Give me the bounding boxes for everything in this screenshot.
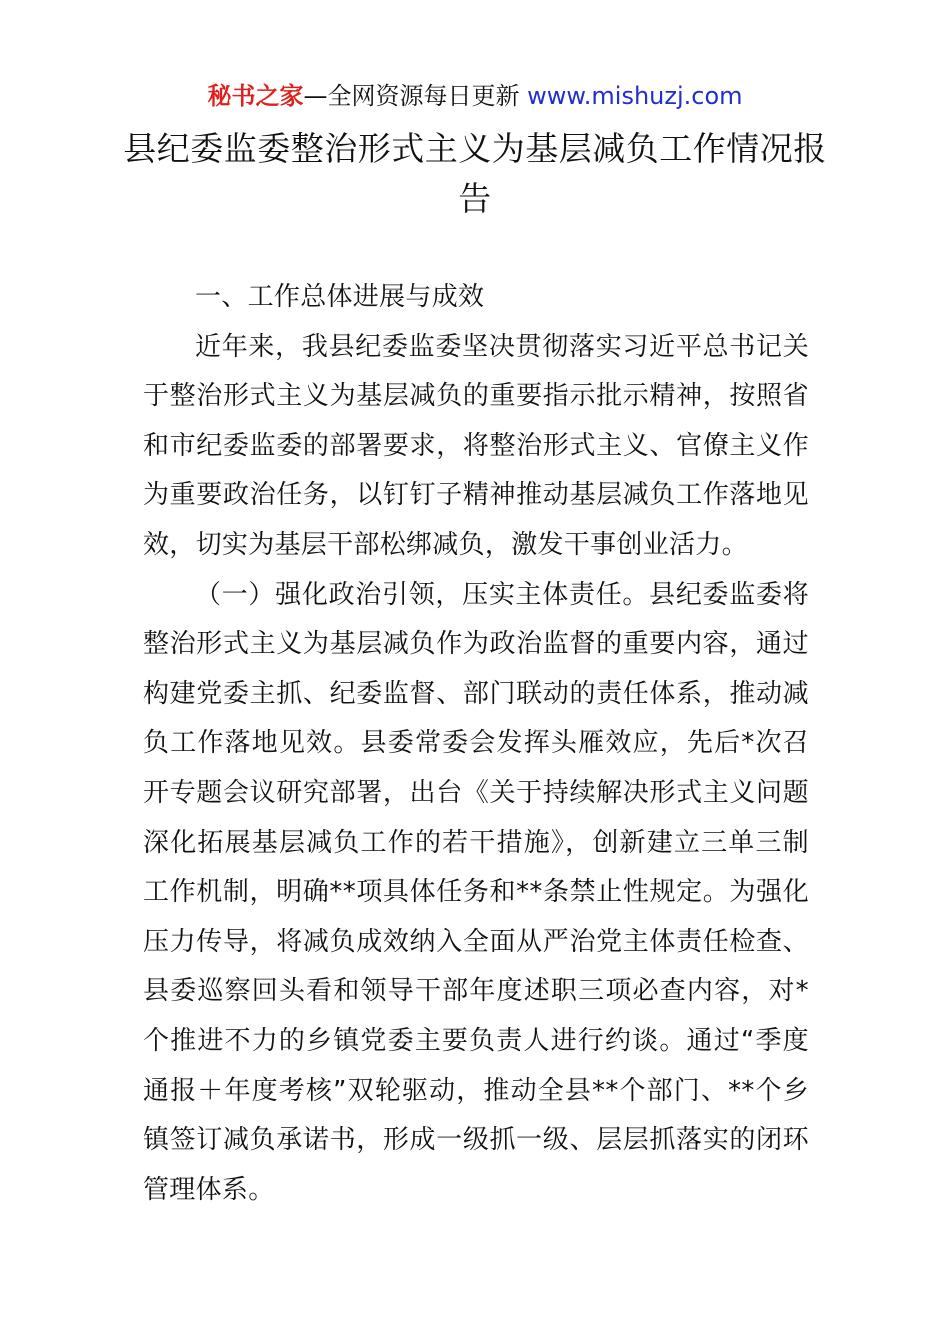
header-tagline: —全网资源每日更新 [303,82,528,110]
paragraph-intro: 近年来，我县纪委监委坚决贯彻落实习近平总书记关于整治形式主义为基层减负的重要指示批示精神，按照省和市纪委监委的部署要求，将整治形式主义、官僚主义作为重要政治任务，以钉钉子精神推动基层减负工作落地见效，切实为基层干部松绑减负，激发干事创业活力。 [143,331,809,560]
document-title: 县纪委监委整治形式主义为基层减负工作情况报告 [123,129,827,218]
brand-name: 秘书之家 [207,82,304,110]
site-url[interactable]: www.mishuzj.com [527,82,743,110]
site-header [0,80,950,112]
paragraph-subsection-1: （一）强化政治引领，压实主体责任。县纪委监委将整治形式主义为基层减负作为政治监督的重要内容，通过构建党委主抓、纪委监督、部门联动的责任体系，推动减负工作落地见效。县委常委会发挥头雁效应，先后*次召开专题会议研究部署，出台《关于持续解决形式主义问题深化拓展基层减负工作的若干措施》，创新建立三单三制工作机制，明确**项具体任务和**条禁止性规定。为强化压力传导，将减负成效纳入全面从严治党主体责任检查、县委巡察回头看和领导干部年度述职三项必查内容，对*个推进不力的乡镇党委主要负责人进行约谈。通过“季度通报＋年度考核”双轮驱动，推动全县**个部门、**个乡镇签订减负承诺书，形成一级抓一级、层层抓落实的闭环管理体系。 [143,579,809,1205]
document-body [143,273,809,1215]
section-heading: 一、工作总体进展与成效 [195,282,485,312]
